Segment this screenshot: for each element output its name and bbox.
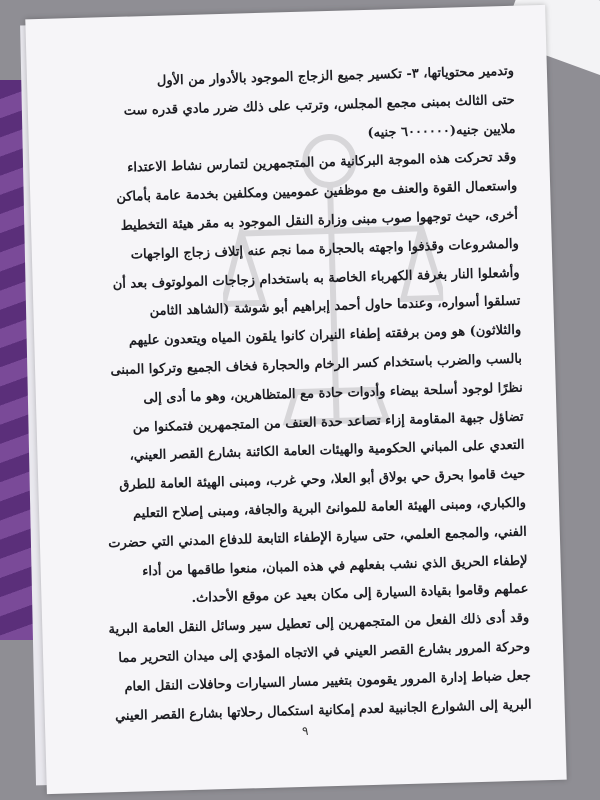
text-line: وتدمير محتوياتها، ٣- تكسير جميع الزجاج الموجود بالأدوار من الأول [156, 63, 515, 89]
text-line: تسلقوا أسواره، وعندما حاول أحمد إبراهيم أبو شوشة (الشاهد الثامن [149, 294, 521, 320]
text-line: البرية إلى الشوارع الجانبية لعدم إمكانية استكمال رحلاتها بشارع القصر العيني [114, 697, 532, 724]
document-body [59, 58, 532, 733]
page-number: ٩ [301, 723, 309, 738]
text-line: ملايين جنيه(٦٠٠٠٠٠٠ جنيه) [367, 121, 516, 141]
text-line: واستعمال القوة والعنف مع موظفين عموميين ومكلفين بخدمة عامة بأماكن [116, 178, 518, 206]
text-line: نظرًا لوجود أسلحة بيضاء وأدوات حادة مع المتظاهرين، وهو ما أدى إلى [143, 380, 523, 407]
text-line: عملهم وقاموا بقيادة السيارة إلى مكان بعيد عن موقع الأحداث. [191, 581, 529, 607]
text-line: الفني، والمجمع العلمي، حتى سيارة الإطفاء التابعة للدفاع المدني التي حضرت [108, 524, 527, 552]
text-line: حيث قاموا بحرق حي بولاق أبو العلا، وحي غرب، ومبنى الهيئة العامة للطرق [119, 466, 526, 494]
text-line: تضاؤل جبهة المقاومة إزاء تصاعد حدة العنف من المتجمهرين فتمكنوا من [132, 409, 524, 436]
text-line: وقد أدى ذلك الفعل من المتجمهرين إلى تعطيل سير وسائل النقل العامة البرية [108, 610, 530, 638]
text-line: لإطفاء الحريق الذي نشب بفعلهم في هذه المبان، منعوا طاقمها من أداء [142, 553, 528, 579]
text-line: التعدي على المباني الحكومية والهيئات العامة الكائنة بشارع القصر العيني، [129, 438, 525, 465]
text-line: والثلاثون) هو ومن برفقته إطفاء النيران كانوا يلقون المياه ويتعدون عليهم [128, 322, 522, 349]
text-line: والكباري، ومبنى الهيئة العامة للموانئ البرية والجافة، ومبنى إصلاح التعليم [132, 495, 527, 522]
text-line: وقد تحركت هذه الموجة البركانية من المتجمهرين لتمارس نشاط الاعتداء [127, 150, 517, 177]
text-line: وحركة المرور بشارع القصر العيني في الاتجاه المؤدي إلى ميدان التحرير مما [118, 639, 531, 666]
text-line: جعل ضباط إدارة المرور يقومون بتغيير مسار السيارات وحافلات النقل العام [124, 668, 532, 695]
text-line: وأشعلوا النار بغرفة الكهرباء الخاصة به باستخدام زجاجات المولوتوف بعد أن [112, 265, 520, 292]
text-line: أخرى، حيث توجهوا صوب مبنى وزارة النقل الموجود به مقر هيئة التخطيط [120, 207, 519, 234]
text-line: بالسب والضرب باستخدام كسر الرخام والحجارة فخاف الجميع وتركوا المبنى [110, 351, 523, 379]
document-page [25, 5, 566, 794]
text-line: حتى الثالث بمبنى مجمع المجلس، وترتب على ذلك ضرر مادي قدره ست [123, 92, 515, 119]
text-line: والمشروعات وقذفوا واجهته بالحجارة مما نجم عنه إتلاف زجاج الواجهات [130, 236, 519, 263]
